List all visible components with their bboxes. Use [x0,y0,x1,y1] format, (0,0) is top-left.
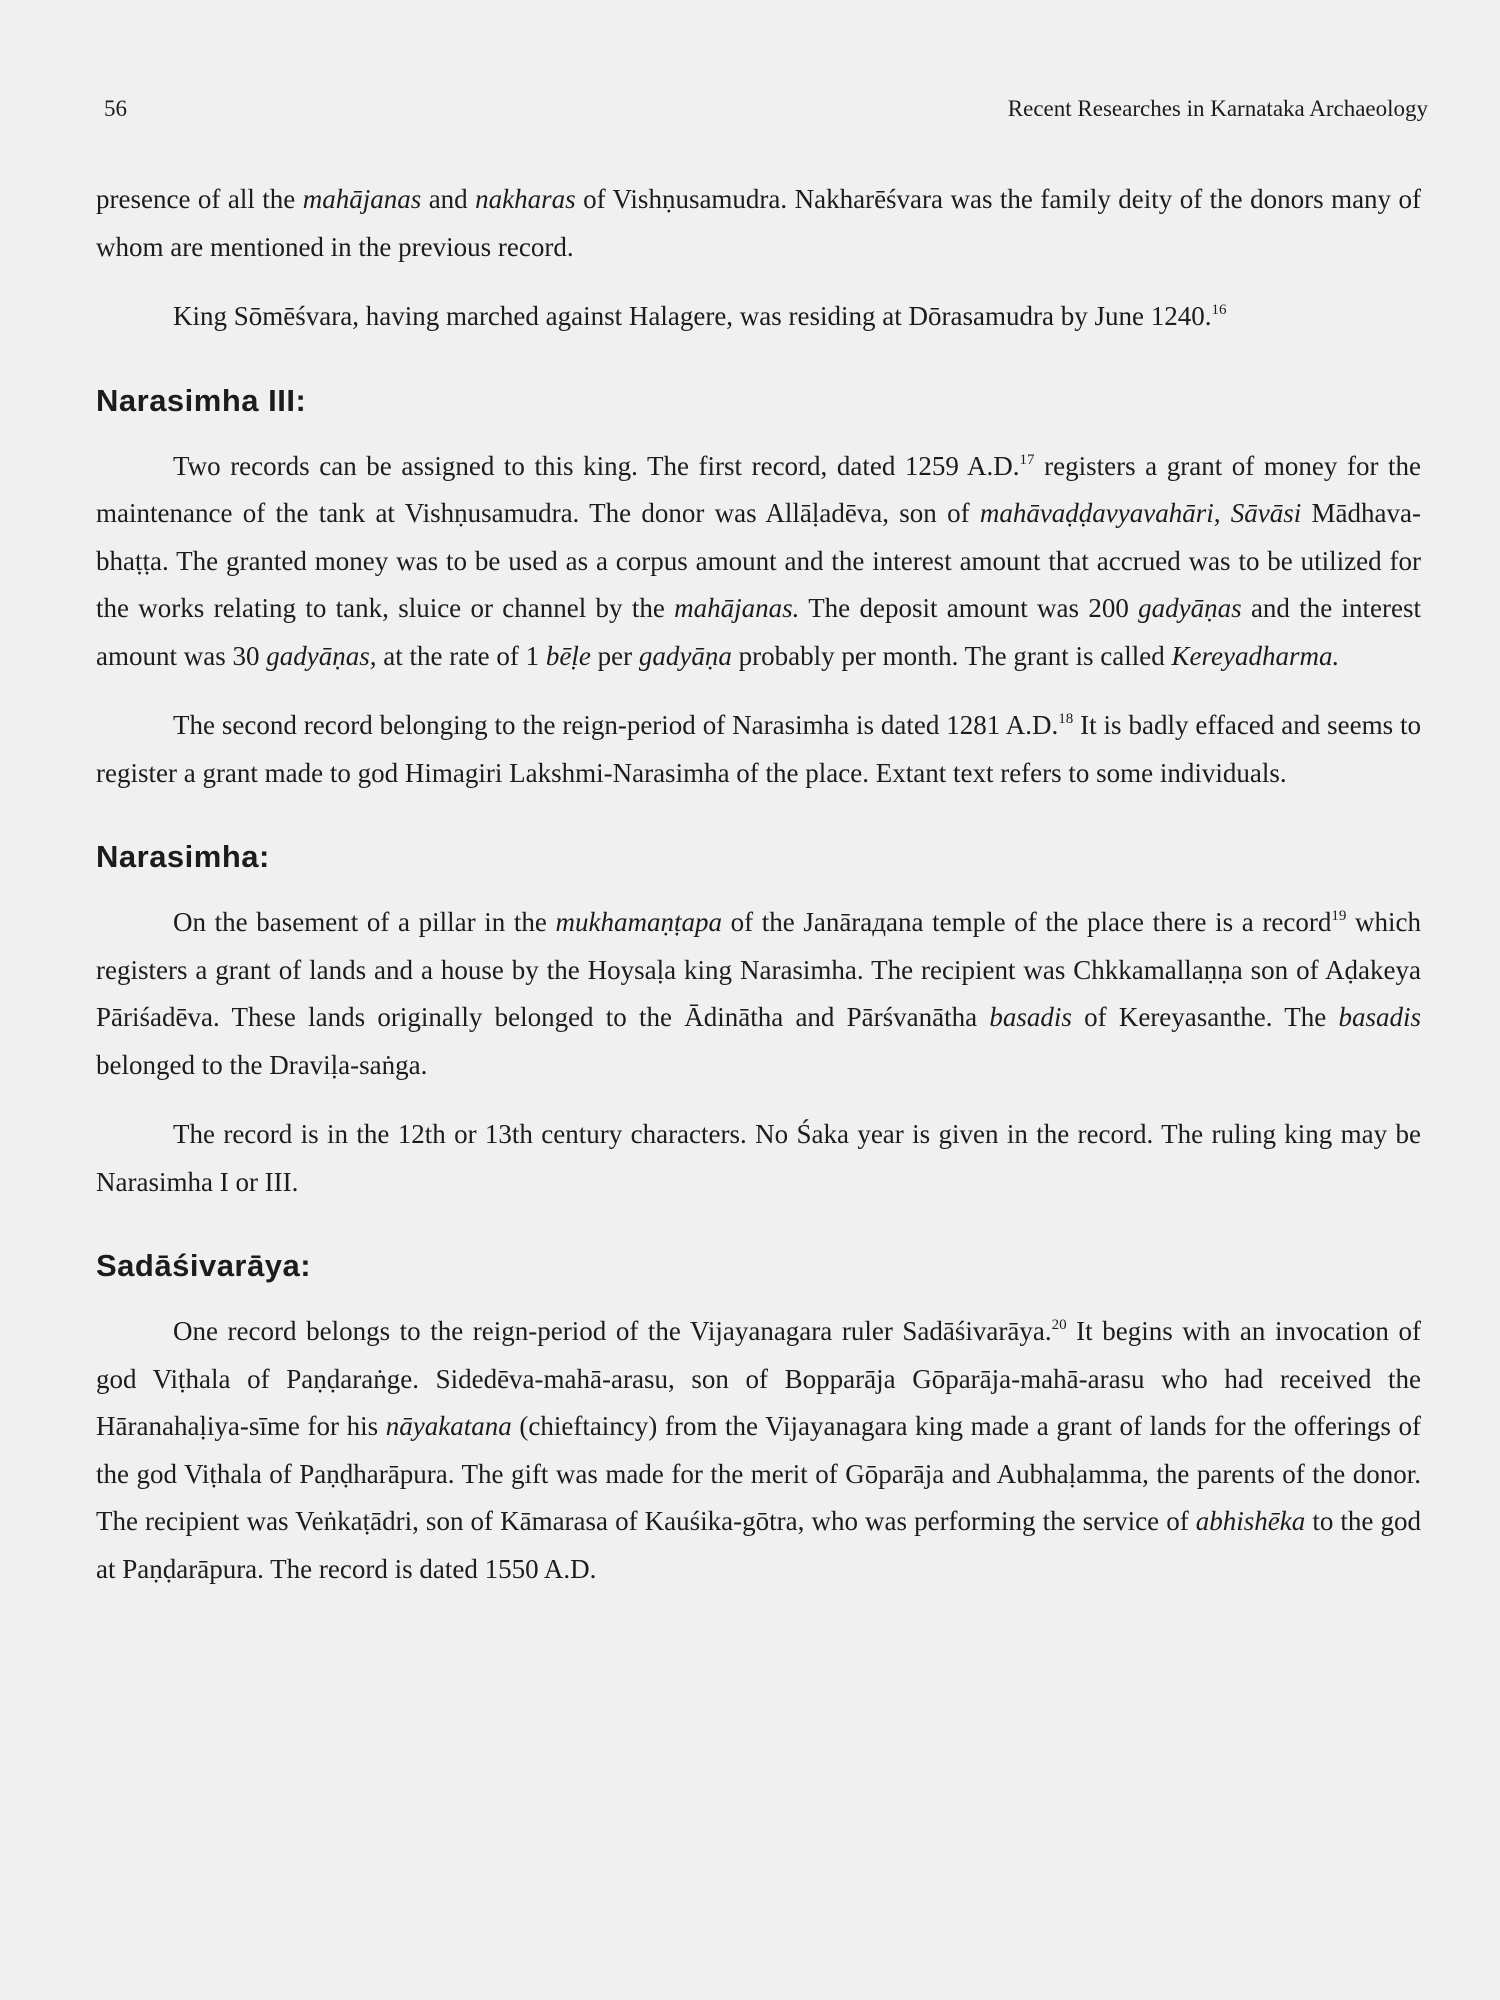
footnote-ref: 20 [1051,1317,1067,1333]
paragraph: The record is in the 12th or 13th century characters. No Śaka year is given in the record. The ruling king may be Narasimha I or III. [96,1119,1421,1197]
footnote-ref: 18 [1058,711,1074,727]
intro-paragraph-1: presence of all the mahājanas and nakharas of Vishṇusamudra. Nakharēśvara was the family deity of the donors many of whom are mentioned in the previous record. [96,184,1421,262]
page-number: 56 [104,96,127,121]
section-sadasivaraya [96,1246,1421,1593]
section-narasimha-iii [96,381,1421,798]
footnote-ref: 17 [1019,451,1035,468]
paragraph: On the basement of a pillar in the mukhamaṇṭapa of the Janārадana temple of the place there is a record$^{19}$ which registers a grant of lands and a house by the Hoysaḷa king Narasimha. The recipient was Chkkamallaṇṇa son of Aḍakeya Pāriśadēva. These lands originally belonged to the Ādinātha and Pārśvanātha basadis of Kereyasanthe. The basadis belonged to the Draviḷa-saṅga. [96,907,1422,1080]
footnote-ref: 16 [1211,302,1227,318]
running-title: Recent Researches in Karnataka Archaeology [1007,96,1428,121]
paragraph: Two records can be assigned to this king. The first record, dated 1259 A.D.$^{17}$ registers a grant of money for the maintenance of the tank at Vishṇusamudra. The donor was Allāḷadēva, son of mahāvaḍḍavyavahāri, Sāvāsi Mādhava-bhaṭṭa. The granted money was to be used as a corpus amount and the interest amount that accrued was to be utilized for the works relating to tank, sluice or channel by the mahājanas. The deposit amount was 200 gadyāṇas and the interest amount was 30 gadyāṇas, at the rate of 1 bēḷe per gadyāṇa probably per month. The grant is called Kereyadharma. [96,450,1422,671]
paragraph: One record belongs to the reign-period of the Vijayanagara ruler Sadāśivarāya.$^{20}$ It begins with an invocation of god Viṭhala of Paṇḍaraṅge. Sidedēva-mahā-arasu, son of Bopparāja Gōparāja-mahā-arasu who had received the Hāranahaḷiya-sīme for his nāyakatana (chieftaincy) from the Vijayanagara king made a grant of lands for the offerings of the god Viṭhala of Paṇḍharāpura. The gift was made for the merit of Gōparāja and Aubhaḷamma, the parents of the donor. The recipient was Veṅkaṭādri, son of Kāmarasa of Kauśika-gōtra, who was performing the service of abhishēka to the god at Paṇḍarāpura. The record is dated 1550 A.D. [96,1316,1422,1584]
footnote-ref: 19 [1331,908,1347,924]
intro-paragraph-2: King Sōmēśvara, having marched against Halagere, was residing at Dōrasamudra by June 1240.16 [173,301,1227,331]
section-heading: Narasimha III: [96,382,307,418]
page-header [104,96,1428,132]
section-narasimha [96,837,1421,1206]
paragraph: The second record belonging to the reign-period of Narasimha is dated 1281 A.D.$^{18}$ It is badly effaced and seems to register a grant made to god Himagiri Lakshmi-Narasimha of the place. Extant text refers to some individuals. [96,710,1422,788]
section-heading: Narasimha: [96,839,270,874]
section-heading: Sadāśivarāya: [96,1248,312,1283]
page-body [96,176,1421,1593]
